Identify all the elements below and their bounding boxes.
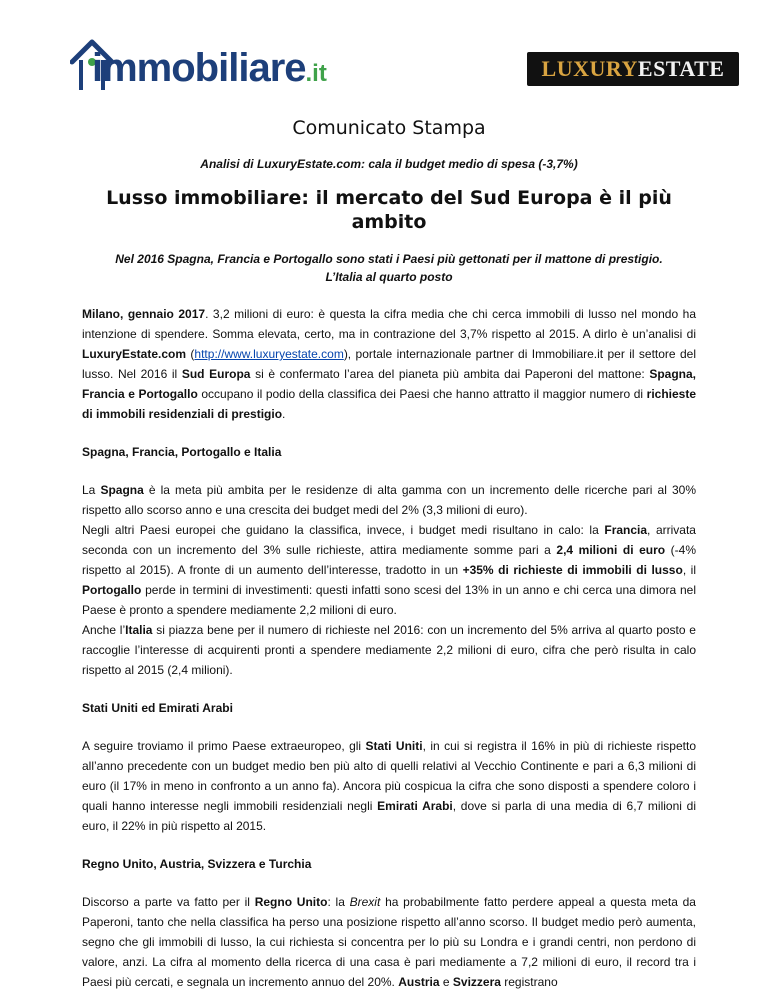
section-europe-para-3: Anche l’Italia si piazza bene per il numero di richieste nel 2016: con un incremento del 5% arriva al quarto posto e raccoglie l’interesse di acquirenti pronti a spendere mediamente 2,2 milioni di euro, cifra che però risulta in calo rispetto al 2015 (2,4 milioni). (82, 623, 696, 677)
luxuryestate-link[interactable]: http://www.luxuryestate.com (194, 347, 344, 361)
immobiliare-wordmark: immobiliare.it (92, 46, 327, 90)
lead (82, 250, 696, 286)
estate-word: ESTATE (637, 56, 725, 81)
luxury-word: LUXURY (541, 56, 638, 81)
section-title-uk: Regno Unito, Austria, Svizzera e Turchia (82, 857, 312, 871)
section-usa-uae-para: A seguire troviamo il primo Paese extraeuropeo, gli Stati Uniti, in cui si registra il 16% in più di richieste rispetto all’anno precedente con un budget medio ben più alto di quelli relativi al Vecchio Continente e pari a 6,3 milioni di euro (il 17% in meno in confronto a un anno fa). Ancora più cospicua la cifra che sono disposti a spendere coloro i quali hanno interesse negli immobili residenziali negli Emirati Arabi, dove si parla di una media di 6,7 milioni di euro, il 22% in più rispetto al 2015. (82, 739, 696, 833)
section-title-europe: Spagna, Francia, Portogallo e Italia (82, 445, 282, 459)
press-release (82, 115, 696, 992)
section-title-usa-uae: Stati Uniti ed Emirati Arabi (82, 701, 233, 715)
dateline: Milano, gennaio 2017 (82, 307, 206, 321)
section-europe-para-2: Negli altri Paesi europei che guidano la classifica, invece, i budget medi risultano in calo: la Francia, arrivata seconda con un incremento del 3% sulle richieste, attira mediamente somme pari a 2,4 milioni di euro (-4% rispetto al 2015). A fronte di un aumento dell’interesse, tradotto in un +35% di richieste di immobili di lusso, il Portogallo perde in termini di investimenti: questi infatti sono scesi del 13% in un anno e chi cerca una dimora nel Paese è pronto a spendere mediamente 2,2 milioni di euro. (82, 523, 697, 617)
subtitle: Analisi di LuxuryEstate.com: cala il budget medio di spesa (-3,7%) (200, 157, 578, 171)
luxuryestate-logo[interactable] (527, 52, 739, 86)
lead-line-1: Nel 2016 Spagna, Francia e Portogallo sono stati i Paesi più gettonati per il mattone di prestigio. (115, 252, 663, 266)
section-europe-para-1: La Spagna è la meta più ambita per le residenze di alta gamma con un incremento delle ricerche pari al 30% rispetto allo scorso anno e una crescita dei budget medi del 2% (3,3 milioni di euro). (82, 483, 696, 517)
headline: Lusso immobiliare: il mercato del Sud Europa è il più ambito (106, 187, 672, 233)
header (0, 0, 768, 110)
intro-paragraph: Milano, gennaio 2017. 3,2 milioni di euro: è questa la cifra media che chi cerca immobili di lusso nel mondo ha intenzione di spendere. Somma elevata, certo, ma in contrazione del 3,7% rispetto al 2015. A dirlo è un’analisi di LuxuryEstate.com (http://www.luxuryestate.com), portale internazionale partner di Immobiliare.it per il settore del lusso. Nel 2016 il Sud Europa si è confermato l’area del pianeta più ambita dai Paperoni del mattone: Spagna, Francia e Portogallo occupano il podio della classifica dei Paesi che hanno attratto il maggior numero di richieste di immobili residenziali di prestigio. (82, 307, 697, 421)
press-label: Comunicato Stampa (292, 117, 486, 139)
immobiliare-logo[interactable] (70, 38, 350, 98)
section-uk-para: Discorso a parte va fatto per il Regno Unito: la Brexit ha probabilmente fatto perdere appeal a questa meta da Paperoni, tanto che nella classifica ha perso una posizione rispetto all’anno scorso. Il budget medio però aumenta, segno che gli immobili di lusso, la cui richiesta si concentra per lo più su Londra e i grandi centri, non perdono di valore, anzi. La cifra al momento della ricerca di una casa è pari mediamente a 7,2 milioni di euro, il record tra i Paesi più cercati, e segnala un incremento annuo del 20%. Austria e Svizzera registrano (82, 895, 696, 989)
lead-line-2: L’Italia al quarto posto (325, 270, 453, 284)
